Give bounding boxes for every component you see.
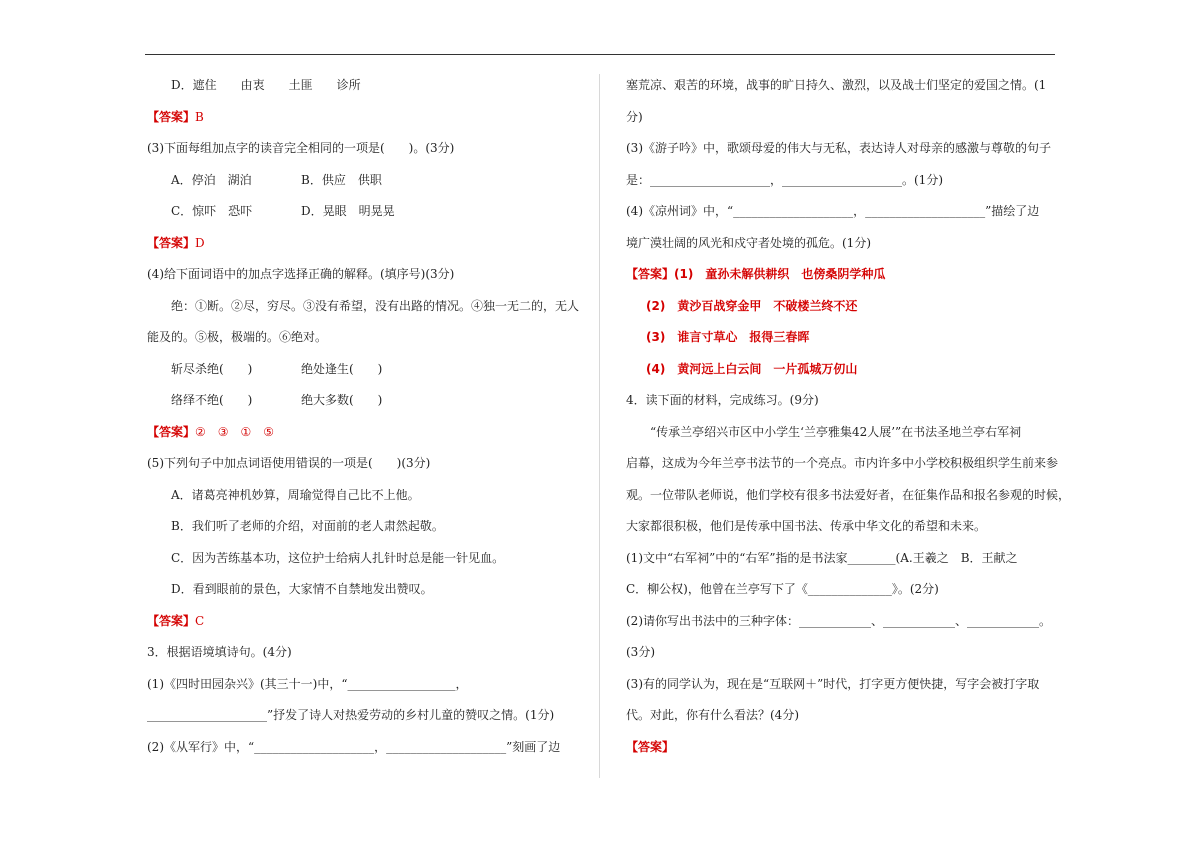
answer-poem-4: (4) 黄河远上白云间 一片孤城万仞山: [646, 361, 858, 376]
poem-question-4: (4)《凉州词》中，“____________________，____________________”描绘了边: [626, 204, 1040, 218]
poem-question-3: (3)《游子吟》中，歌颂母爱的伟大与无私，表达诗人对母亲的感激与尊敬的句子: [626, 141, 1052, 155]
subquestion-1b: C．柳公权)，他曾在兰亭写下了《______________》。(2分): [626, 582, 939, 596]
text-line: 分): [626, 109, 643, 124]
question-5: (5)下列句子中加点词语使用错误的一项是( )(3分): [147, 456, 431, 470]
subquestion-2b: (3分): [626, 645, 655, 659]
word-row: [147, 385, 577, 417]
answer-line: [147, 417, 577, 449]
column-divider: [599, 74, 600, 778]
answer-value: C: [195, 613, 205, 628]
question-4: (4)给下面词语中的加点字选择正确的解释。(填序号)(3分): [147, 267, 455, 281]
definition-line: 能及的。⑤极，极端的。⑥绝对。: [147, 330, 328, 344]
question-3-options-cd: [147, 196, 577, 228]
subquestion-1a: (1)文中“右军祠”中的“右军”指的是书法家________(A.王羲之 B．王献之: [626, 550, 1018, 565]
option-d: D．晃眼 明晃晃: [301, 204, 395, 218]
question-heading: 4．读下面的材料，完成练习。(9分): [626, 393, 819, 407]
answer-label: 【答案】: [626, 739, 675, 754]
option-a: A．停泊 湖泊: [171, 172, 252, 187]
word-item: 络绎不绝( ): [171, 393, 253, 407]
left-column: [147, 70, 580, 763]
subquestion-3a: (3)有的同学认为，现在是“互联网＋”时代，打字更方便快捷，写字会被打字取: [626, 676, 1040, 691]
answer-line: [147, 228, 577, 260]
answer-label: 【答案】: [147, 613, 196, 628]
option-b: B．供应 供职: [301, 172, 382, 187]
answer-poem-3: (3) 谁言寸草心 报得三春晖: [646, 330, 810, 344]
option-b: B．我们听了老师的介绍，对面前的老人肃然起敬。: [171, 519, 444, 533]
word-row: [147, 354, 577, 386]
question-heading: 3．根据语境填诗句。(4分): [147, 645, 292, 659]
passage-line: “传承兰亭绍兴市区中小学生‘兰亭雅集42人展’”在书法圣地兰亭右军祠: [650, 424, 1022, 439]
answer-line: [626, 732, 1056, 764]
answer-line: [147, 102, 577, 134]
answer-label: 【答案】: [147, 424, 196, 439]
answer-label: 【答案】: [626, 267, 675, 281]
option-c: C．惊吓 恐吓: [171, 204, 253, 218]
passage-line: 观。一位带队老师说，他们学校有很多书法爱好者，在征集作品和报名参观的时候，: [626, 487, 1071, 502]
option-d: D．看到眼前的景色，大家情不自禁地发出赞叹。: [171, 582, 433, 596]
question-3-options-ab: [147, 165, 577, 197]
poem-question-1a: (1)《四时田园杂兴》(其三十一)中，“__________________，: [147, 676, 468, 691]
answer-value: B: [195, 109, 204, 124]
word-item: 绝大多数( ): [301, 393, 383, 407]
answer-line: [147, 606, 577, 638]
word-item: 斩尽杀绝( ): [171, 361, 253, 376]
subquestion-3b: 代。对此，你有什么看法？(4分): [626, 708, 799, 722]
poem-question-2: (2)《从军行》中，“____________________，____________________”刻画了边: [147, 739, 561, 754]
word-item: 绝处逢生( ): [301, 361, 383, 376]
answer-poem-1: (1) 童孙未解供耕织 也傍桑阴学种瓜: [674, 267, 886, 281]
answer-poem-2: (2) 黄沙百战穿金甲 不破楼兰终不还: [646, 298, 858, 313]
text-line: 境广漠壮阔的风光和戍守者处境的孤危。(1分): [626, 235, 871, 250]
passage-line: 启幕，这成为今年兰亭书法节的一个亮点。市内许多中小学校积极组织学生前来参: [626, 456, 1059, 470]
definition-line: 绝：①断。②尽，穷尽。③没有希望，没有出路的情况。④独一无二的，无人: [171, 298, 580, 313]
answer-value: D: [195, 235, 205, 250]
answer-label: 【答案】: [147, 235, 196, 250]
right-column: [626, 70, 1071, 763]
option-d-line: D．遮住 由衷 土匪 诊所: [171, 78, 361, 92]
poem-question-3-blanks: 是：____________________，____________________。(1分): [626, 172, 943, 187]
subquestion-2a: (2)请你写出书法中的三种字体：____________、____________、____________。: [626, 613, 1051, 628]
header-rule: [145, 54, 1055, 55]
option-c: C．因为苦练基本功，这位护士给病人扎针时总是能一针见血。: [171, 550, 505, 565]
option-a: A．诸葛亮神机妙算，周瑜觉得自己比不上他。: [171, 487, 420, 502]
answer-line: [626, 259, 1056, 291]
question-3: (3)下面每组加点字的读音完全相同的一项是( )。(3分): [147, 141, 455, 155]
poem-question-1b: ____________________”抒发了诗人对热爱劳动的乡村儿童的赞叹之情。(1分): [147, 708, 555, 722]
answer-label: 【答案】: [147, 109, 196, 124]
passage-line: 大家都很积极，他们是传承中国书法、传承中华文化的希望和未来。: [626, 519, 987, 533]
answer-value: ② ③ ① ⑤: [195, 424, 275, 439]
text-line: 塞荒凉、艰苦的环境，战事的旷日持久、激烈，以及战士们坚定的爱国之情。(1: [626, 78, 1047, 92]
